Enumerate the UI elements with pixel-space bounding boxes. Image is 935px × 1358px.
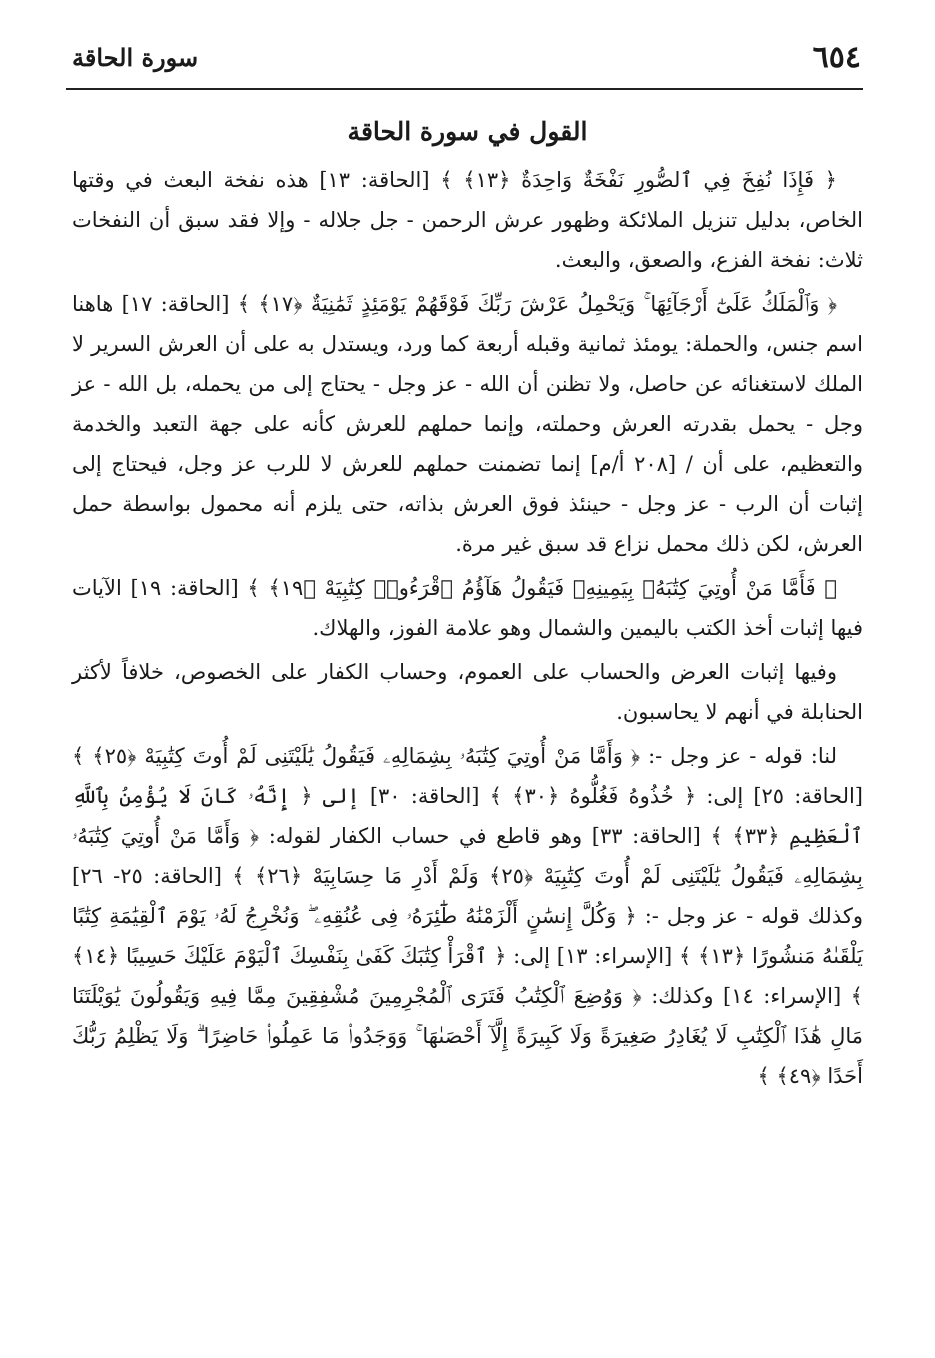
- main-text: [72, 108, 863, 1100]
- paragraph: ﴿ فَأَمَّا مَنْ أُوتِيَ كِتَٰبَهُۥ بِيَمِينِهِۦ فَيَقُولُ هَآؤُمُ ٱقْرَءُوا۟ كِتَٰبِيَهْ ﴿١٩﴾ ﴾ [الحاقة: ١٩] الآيات فيها إثبات أخذ الكتب باليمين والشمال وهو علامة الفوز، والهلاك.: [72, 576, 863, 640]
- paragraph: لنا: قوله - عز وجل -: ﴿ وَأَمَّا مَنْ أُوتِيَ كِتَٰبَهُۥ بِشِمَالِهِۦ فَيَقُولُ يَٰلَيْتَنِى لَمْ أُوتَ كِتَٰبِيَهْ ﴿٢٥﴾ ﴾ [الحاقة: ٢٥] إلى: ﴿ خُذُوهُ فَغُلُّوهُ ﴿٣٠﴾ ﴾ [الحاقة: ٣٠] إلى ﴿ إِنَّهُۥ كَانَ لَا يُؤْمِنُ بِٱللَّهِ ٱلْعَظِيمِ ﴿٣٣﴾ ﴾ [الحاقة: ٣٣] وهو قاطع في حساب الكفار لقوله: ﴿ وَأَمَّا مَنْ أُوتِيَ كِتَٰبَهُۥ بِشِمَالِهِۦ فَيَقُولُ يَٰلَيْتَنِى لَمْ أُوتَ كِتَٰبِيَهْ ﴿٢٥﴾ وَلَمْ أَدْرِ مَا حِسَابِيَهْ ﴿٢٦﴾ ﴾ [الحاقة: ٢٥- ٢٦] وكذلك قوله - عز وجل -: ﴿ وَكُلَّ إِنسَٰنٍ أَلْزَمْنَٰهُ طَٰٓئِرَهُۥ فِى عُنُقِهِۦ ۖ وَنُخْرِجُ لَهُۥ يَوْمَ ٱلْقِيَٰمَةِ كِتَٰبًا يَلْقَىٰهُ مَنشُورًا ﴿١٣﴾ ﴾ [الإسراء: ١٣] إلى: ﴿ ٱقْرَأْ كِتَٰبَكَ كَفَىٰ بِنَفْسِكَ ٱلْيَوْمَ عَلَيْكَ حَسِيبًا ﴿١٤﴾ ﴾ [الإسراء: ١٤] وكذلك: ﴿ وَوُضِعَ ٱلْكِتَٰبُ فَتَرَى ٱلْمُجْرِمِينَ مُشْفِقِينَ مِمَّا فِيهِ وَيَقُولُونَ يَٰوَيْلَتَنَا مَالِ هَٰذَا ٱلْكِتَٰبِ لَا يُغَادِرُ صَغِيرَةً وَلَا كَبِيرَةً إِلَّآ أَحْصَىٰهَا ۚ وَوَجَدُوا۟ مَا عَمِلُوا۟ حَاضِرًا ۗ وَلَا يَظْلِمُ رَبُّكَ أَحَدًا ﴿٤٩﴾ ﴾: [72, 744, 864, 1088]
- paragraph: وفيها إثبات العرض والحساب على العموم، وحساب الكفار على الخصوص، خلافاً لأكثر الحنابلة في أنهم لا يحاسبون.: [72, 660, 863, 724]
- running-title: سورة الحاقة: [72, 43, 199, 72]
- section-title: القول في سورة الحاقة: [347, 117, 588, 146]
- header-divider: [66, 88, 863, 90]
- paragraph: ﴿ فَإِذَا نُفِخَ فِي ٱلصُّورِ نَفْخَةٌ وَاحِدَةٌ ﴿١٣﴾ ﴾ [الحاقة: ١٣] هذه نفخة البعث في وقتها الخاص، بدليل تنزيل الملائكة وظهور عرش الرحمن - جل جلاله - وإلا فقد سبق أن النفخات ثلاث: نفخة الفزع، والصعق، والبعث.: [72, 168, 863, 272]
- page-number: ٦٥٤: [812, 40, 861, 75]
- paragraph: ﴿ وَٱلْمَلَكُ عَلَىٰٓ أَرْجَآئِهَا ۚ وَيَحْمِلُ عَرْشَ رَبِّكَ فَوْقَهُمْ يَوْمَئِذٍ ثَمَٰنِيَةٌ ﴿١٧﴾ ﴾ [الحاقة: ١٧] هاهنا اسم جنس، والحملة: يومئذ ثمانية وقبله أربعة كما ورد، ويستدل به على أن العرش السرير لا الملك لاستغنائه عن حاصل، ولا تظنن أن الله - عز وجل - يحتاج إلى من يحمله، بل الله - عز وجل - يحمل بقدرته العرش وحملته، وإنما حملهم للعرش كأنه على جهة التعبد والخدمة والتعظيم، على أن / [٢٠٨ أ/م] إنما تضمنت حملهم للعرش لا للرب عز وجل، فيحتاج إلى إثبات أن الرب - عز وجل - حينئذ فوق العرش بذاته، حتى يلزم أنه محمول بواسطة حمل العرش، لكن ذلك محمل نزاع قد سبق غير مرة.: [72, 292, 863, 556]
- page-header: [72, 34, 863, 84]
